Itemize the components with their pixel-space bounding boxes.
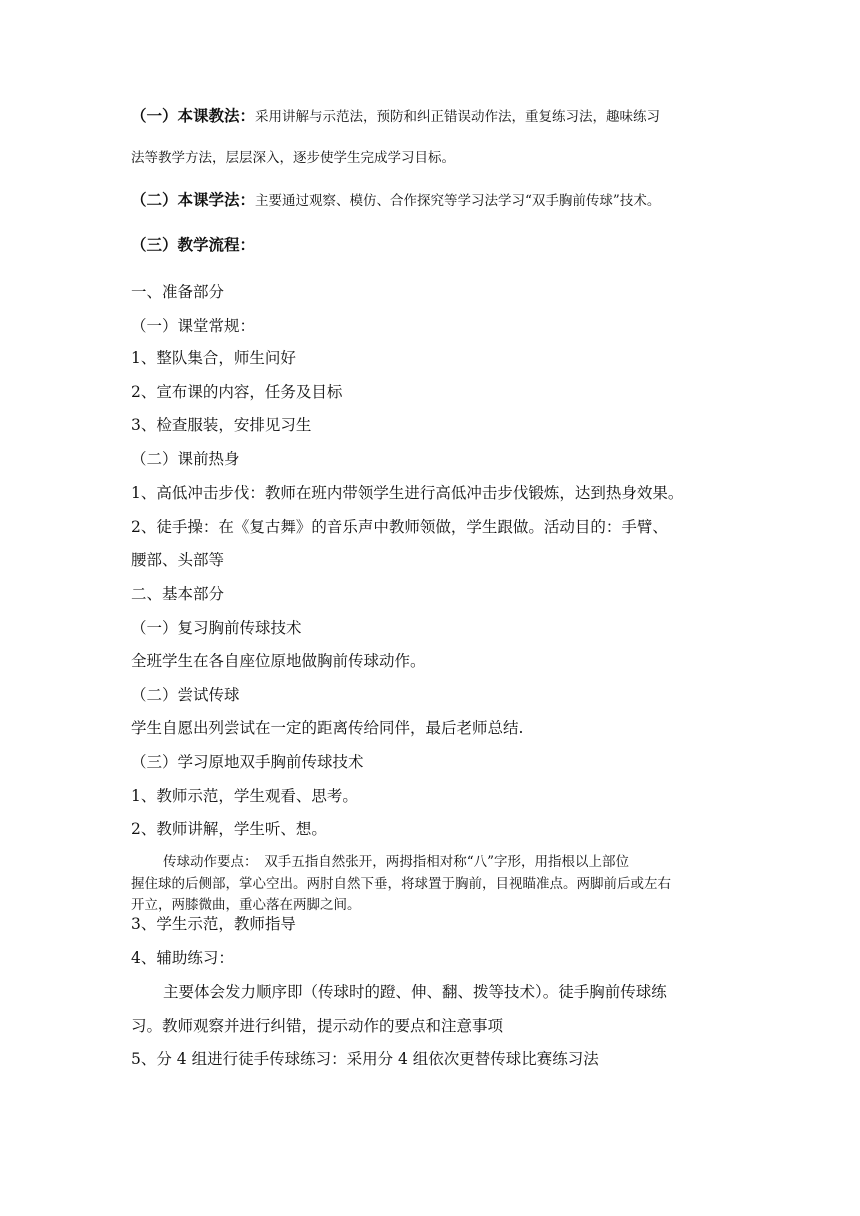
review-text: 全班学生在各自座位原地做胸前传球动作。 bbox=[131, 652, 426, 670]
warmup-item: 1、高低冲击步伐：教师在班内带领学生进行高低冲击步伐锻炼，达到热身效果。 bbox=[131, 484, 684, 502]
try-heading: （二）尝试传球 bbox=[131, 686, 240, 704]
prep-heading: 一、准备部分 bbox=[131, 283, 225, 301]
warmup-item: 2、徒手操：在《复古舞》的音乐声中教师领做，学生跟做。活动目的：手臂、 bbox=[131, 518, 668, 536]
aux-practice-text: 主要体会发力顺序即（传球时的蹬、伸、翻、拨等技术）。徒手胸前传球练 bbox=[163, 983, 667, 1001]
teaching-method-text: 采用讲解与示范法，预防和纠正错误动作法，重复练习法，趣味练习 bbox=[255, 109, 661, 125]
learning-method-text: 主要通过观察、模仿、合作探究等学习法学习“双手胸前传球”技术。 bbox=[255, 193, 661, 209]
teaching-method-line bbox=[131, 107, 660, 126]
warmup-heading: （二）课前热身 bbox=[131, 450, 240, 468]
teaching-flow-heading: （三）教学流程： bbox=[131, 235, 256, 254]
step-item: 4、辅助练习： bbox=[131, 949, 234, 967]
learn-heading: （三）学习原地双手胸前传球技术 bbox=[131, 753, 364, 771]
step-item: 5、分 4 组进行徒手传球练习：采用分 4 组依次更替传球比赛练习法 bbox=[131, 1050, 599, 1068]
basic-heading: 二、基本部分 bbox=[131, 585, 225, 603]
warmup-item-continued: 腰部、头部等 bbox=[131, 551, 225, 569]
review-heading: （一）复习胸前传球技术 bbox=[131, 619, 302, 637]
learning-method-label: （二）本课学法： bbox=[131, 190, 256, 209]
step-item: 2、教师讲解，学生听、想。 bbox=[131, 820, 327, 838]
key-points-text: 传球动作要点： 双手五指自然张开，两拇指相对称“八”字形，用指根以上部位 bbox=[163, 854, 630, 870]
teaching-method-continued: 法等教学方法，层层深入，逐步使学生完成学习目标。 bbox=[131, 150, 455, 166]
step-item: 3、学生示范，教师指导 bbox=[131, 915, 296, 933]
key-points-text: 开立，两膝微曲，重心落在两脚之间。 bbox=[131, 897, 361, 913]
routine-item: 3、检查服装，安排见习生 bbox=[131, 416, 312, 434]
teaching-method-label: （一）本课教法： bbox=[131, 106, 256, 125]
key-points-text: 握住球的后侧部，掌心空出。两肘自然下垂，将球置于胸前，目视瞄准点。两脚前后或左右 bbox=[131, 876, 671, 892]
routine-heading: （一）课堂常规： bbox=[131, 317, 256, 335]
step-item: 1、教师示范，学生观看、思考。 bbox=[131, 787, 358, 805]
routine-item: 1、整队集合，师生问好 bbox=[131, 349, 296, 367]
aux-practice-text: 习。教师观察并进行纠错，提示动作的要点和注意事项 bbox=[131, 1017, 504, 1035]
learning-method-line bbox=[131, 191, 660, 210]
routine-item: 2、宣布课的内容，任务及目标 bbox=[131, 383, 343, 401]
try-text: 学生自愿出列尝试在一定的距离传给同伴，最后老师总结. bbox=[131, 719, 524, 737]
